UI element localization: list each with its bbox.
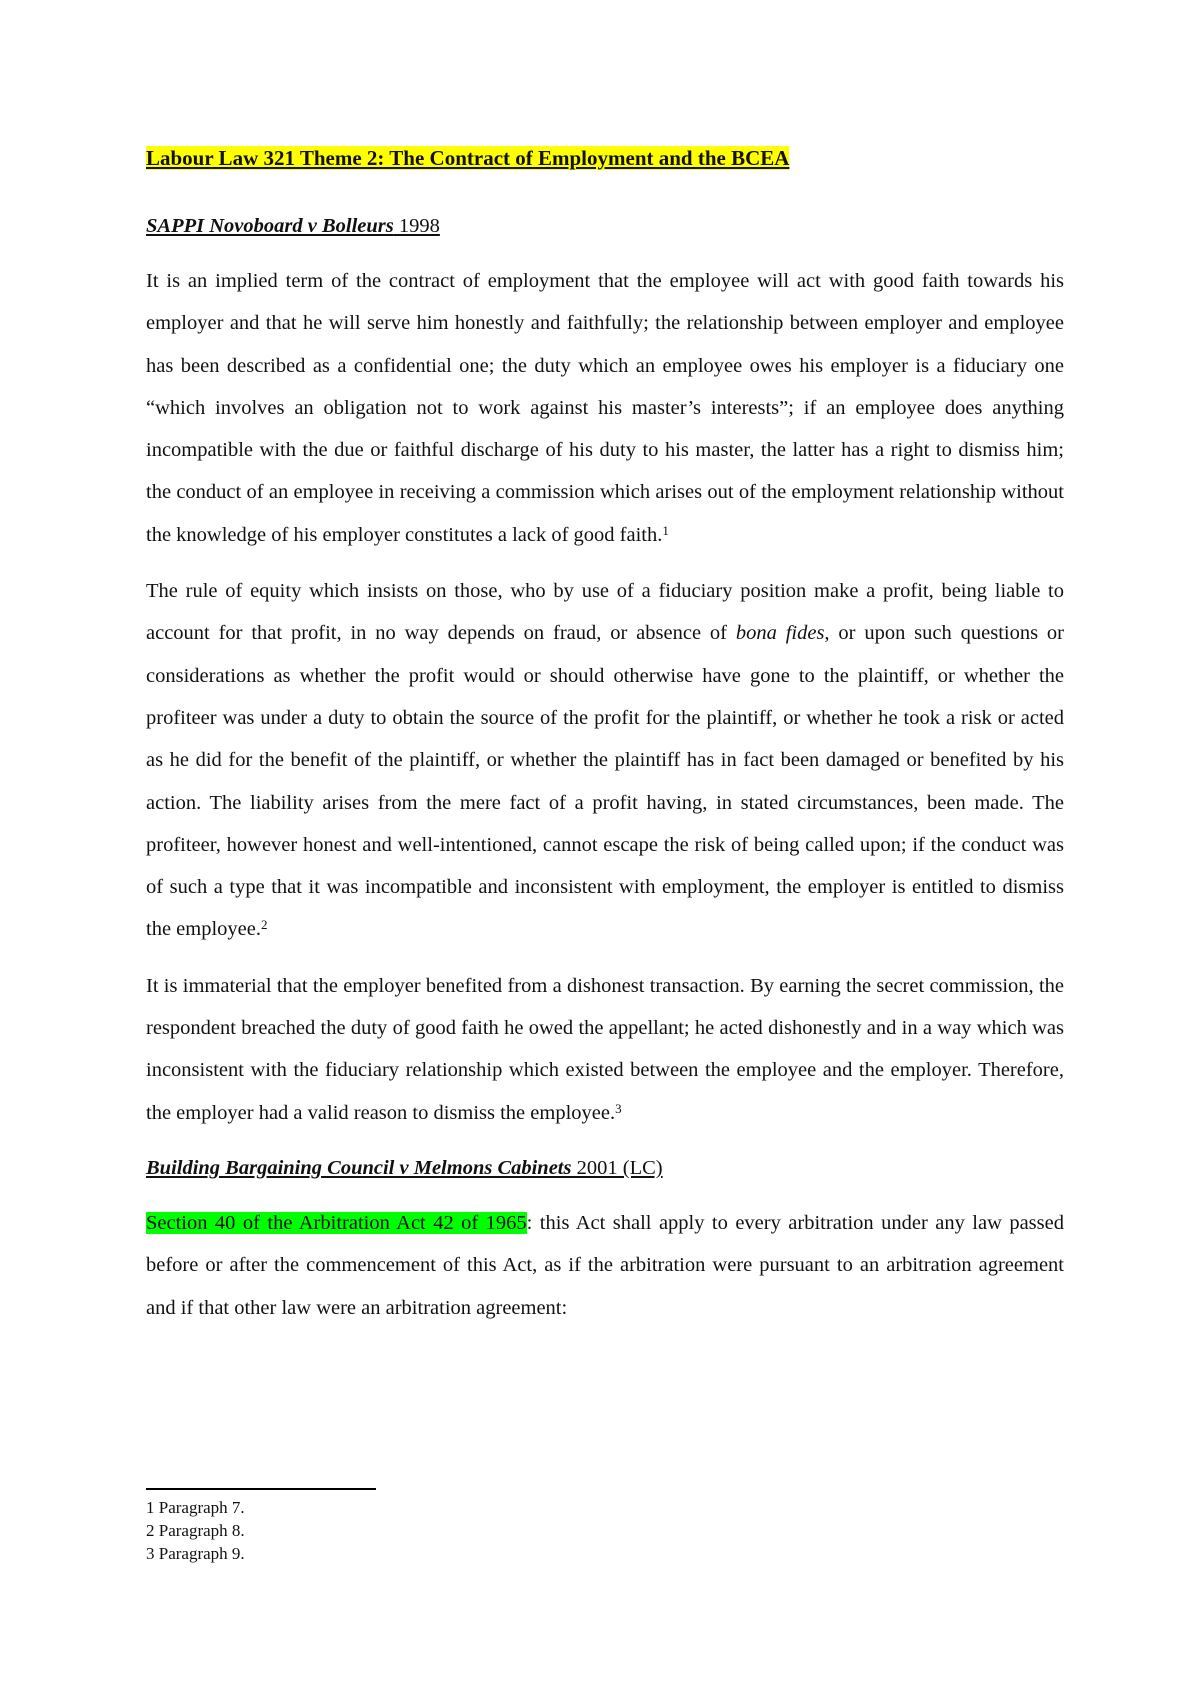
footnote-ref-2: 2 bbox=[260, 917, 268, 933]
paragraph-3: It is immaterial that the employer benefited from a dishonest transaction. By earning the secret commission, the respondent breached the duty of good faith he owed the appellant; he acted dishonestly and in a way which was inconsistent with the fiduciary relationship which existed between the employee and the employer. Therefore, the employer had a valid reason to dismiss the employee.$^3$ bbox=[146, 974, 1064, 1124]
case-name: SAPPI Novoboard v Bolleurs bbox=[146, 215, 394, 237]
document-body bbox=[146, 138, 1064, 1343]
highlighted-statute: Section 40 of the Arbitration Act 42 of 1965 bbox=[146, 1211, 527, 1234]
document-title: Labour Law 321 Theme 2: The Contract of Employment and the BCEA bbox=[146, 146, 790, 170]
footnotes bbox=[146, 1488, 1064, 1565]
footnote-3: 3 Paragraph 9. bbox=[146, 1544, 245, 1563]
case-year: 1998 bbox=[393, 215, 440, 237]
footnote-ref-1: 1 bbox=[662, 522, 669, 538]
case-name: Building Bargaining Council v Melmons Cabinets bbox=[146, 1156, 572, 1179]
paragraph-2: The rule of equity which insists on those, who by use of a fiduciary position make a profit, being liable to account for that profit, in no way depends on fraud, or absence of bona fides, or upon such questions or considerations as whether the profit would or should otherwise have gone to the plaintiff, or whether the profiteer was under a duty to obtain the source of the profit for the plaintiff, or whether he took a risk or acted as he did for the benefit of the plaintiff, or whether the plaintiff has in fact been damaged or benefited by his action. The liability arises from the mere fact of a profit having, in stated circumstances, been made. The profiteer, however honest and well-intentioned, cannot escape the risk of being called upon; if the conduct was of such a type that it was incompatible and inconsistent with employment, the employer is entitled to dismiss the employee.$^2$ bbox=[146, 580, 1064, 941]
footnote-separator bbox=[146, 1488, 376, 1490]
case-heading-sappi bbox=[146, 206, 1064, 246]
footnote-1: 1 Paragraph 7. bbox=[146, 1498, 245, 1517]
footnote-2: 2 Paragraph 8. bbox=[146, 1521, 245, 1540]
paragraph-1: It is an implied term of the contract of employment that the employee will act with good faith towards his employer and that he will serve him honestly and faithfully; the relationship between employer and employee has been described as a confidential one; the duty which an employee owes his employer is a fiduciary one “which involves an obligation not to work against his master’s interests”; if an employee does anything incompatible with the due or faithful discharge of his duty to his master, the latter has a right to dismiss him; the conduct of an employee in receiving a commission which arises out of the employment relationship without the knowledge of his employer constitutes a lack of good faith.$^1$ bbox=[146, 270, 1064, 546]
case-heading-melmons bbox=[146, 1148, 1064, 1188]
latin-term: bona fides bbox=[735, 622, 825, 645]
case-year: 2001 (LC) bbox=[571, 1156, 663, 1179]
paragraph-4: Section 40 of the Arbitration Act 42 of 1965: this Act shall apply to every arbitration under any law passed before or after the commencement of this Act, as if the arbitration were pursuant to an arbitration agreement and if that other law were an arbitration agreement: bbox=[146, 1211, 1064, 1319]
footnote-ref-3: 3 bbox=[615, 1100, 622, 1116]
